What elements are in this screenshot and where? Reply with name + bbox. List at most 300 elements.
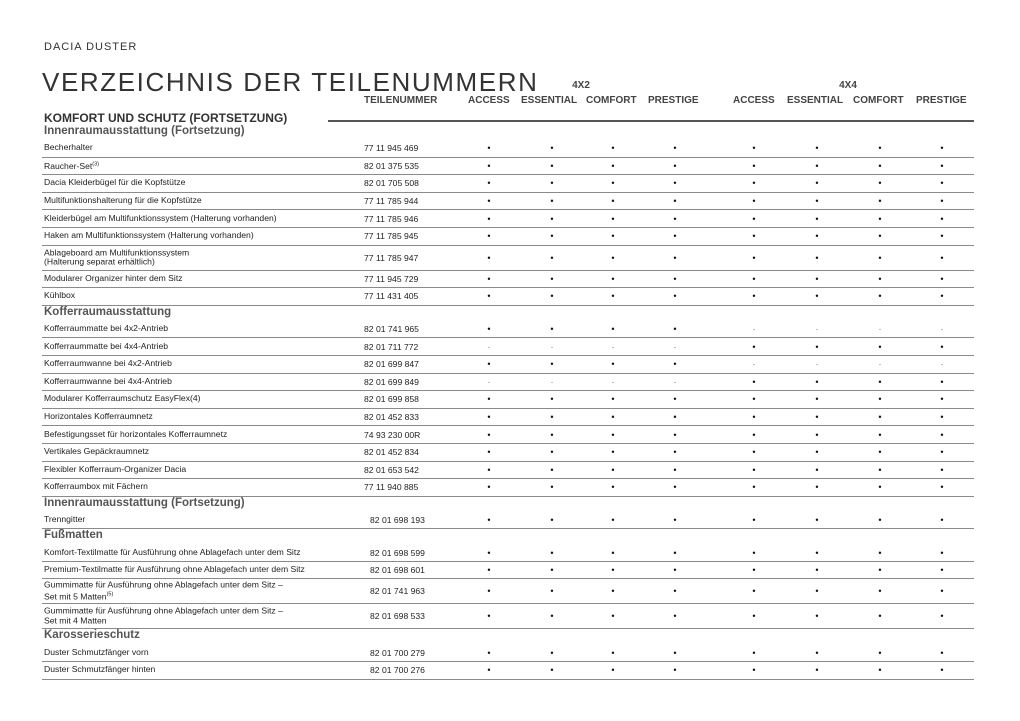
availability-dot: •: [752, 665, 756, 676]
table-row: [42, 512, 974, 530]
part-number: 82 01 375 535: [364, 160, 419, 171]
availability-dot: •: [487, 412, 491, 423]
availability-dot: •: [673, 665, 677, 676]
availability-dot: •: [611, 324, 615, 335]
page-title: VERZEICHNIS DER TEILENUMMERN: [42, 67, 539, 98]
availability-dot: •: [487, 547, 491, 558]
availability-dot: •: [815, 514, 819, 525]
availability-dot: •: [673, 647, 677, 658]
subsection-title: Innenraumausstattung (Fortsetzung): [44, 496, 245, 509]
availability-dot: •: [815, 231, 819, 242]
availability-dot: •: [611, 359, 615, 370]
availability-dot: •: [940, 647, 944, 658]
availability-dot: •: [673, 291, 677, 302]
availability-dot: •: [550, 196, 554, 207]
availability-dot: •: [673, 412, 677, 423]
column-header-4x2-essential: ESSENTIAL: [521, 95, 578, 106]
availability-dot: •: [940, 376, 944, 387]
part-description-text: Kofferraumwanne bei 4x4-Antrieb: [44, 376, 172, 387]
table-row: [42, 356, 974, 374]
table-row: [42, 391, 974, 409]
availability-dot: •: [550, 665, 554, 676]
availability-dot: •: [611, 231, 615, 242]
availability-dot: •: [673, 565, 677, 576]
availability-dot: •: [487, 273, 491, 284]
availability-dot: •: [878, 547, 882, 558]
availability-dot: •: [611, 514, 615, 525]
availability-dot: •: [487, 196, 491, 207]
table-row: [42, 321, 974, 339]
availability-dot: •: [752, 514, 756, 525]
availability-dot: •: [878, 447, 882, 458]
availability-dot: •: [611, 565, 615, 576]
availability-dot: •: [878, 273, 882, 284]
availability-dot: •: [815, 376, 819, 387]
availability-dot: •: [940, 665, 944, 676]
availability-dot: •: [673, 160, 677, 171]
availability-dot: •: [752, 196, 756, 207]
column-header-4x4-access: ACCESS: [733, 95, 775, 106]
part-description: [44, 248, 189, 267]
availability-dot: •: [673, 196, 677, 207]
column-header-4x2-comfort: COMFORT: [586, 95, 637, 106]
part-number: 77 11 945 729: [364, 273, 419, 284]
unavailable-dash: -: [487, 377, 491, 387]
availability-dot: •: [611, 429, 615, 440]
availability-dot: •: [878, 291, 882, 302]
availability-dot: •: [673, 178, 677, 189]
availability-dot: •: [815, 412, 819, 423]
availability-dot: •: [487, 178, 491, 189]
availability-dot: •: [752, 447, 756, 458]
subsection-title: Karosserieschutz: [44, 629, 140, 642]
availability-dot: •: [550, 647, 554, 658]
availability-dot: •: [611, 291, 615, 302]
availability-dot: •: [673, 611, 677, 622]
availability-dot: •: [487, 586, 491, 597]
availability-dot: •: [940, 291, 944, 302]
availability-dot: •: [940, 231, 944, 242]
availability-dot: •: [815, 482, 819, 493]
availability-dot: •: [940, 565, 944, 576]
part-number: 82 01 653 542: [364, 464, 419, 475]
availability-dot: •: [611, 611, 615, 622]
availability-dot: •: [611, 547, 615, 558]
availability-dot: •: [815, 178, 819, 189]
unavailable-dash: -: [878, 324, 882, 334]
part-number: 82 01 698 193: [370, 514, 425, 525]
group-label-4x4: 4X4: [839, 80, 857, 91]
availability-dot: •: [487, 647, 491, 658]
part-description: [44, 395, 201, 405]
part-number: 82 01 699 847: [364, 359, 419, 370]
part-description-text: Komfort-Textilmatte für Ausführung ohne Ablagefach unter dem Sitz: [44, 546, 301, 557]
part-description-text: Haken am Multifunktionssystem (Halterung vorhanden): [44, 230, 254, 241]
table-row: [42, 374, 974, 392]
table-row: [42, 562, 974, 580]
availability-dot: •: [940, 547, 944, 558]
part-description-text: Kofferraumwanne bei 4x2-Antrieb: [44, 358, 172, 369]
availability-dot: •: [550, 324, 554, 335]
unavailable-dash: -: [940, 324, 944, 334]
part-description-text: Premium-Textilmatte für Ausführung ohne Ablagefach unter dem Sitz: [44, 564, 305, 575]
part-description-text: Horizontales Kofferraumnetz: [44, 411, 153, 422]
availability-dot: •: [878, 565, 882, 576]
part-description: [44, 483, 148, 493]
part-description: [44, 430, 227, 440]
availability-dot: •: [487, 160, 491, 171]
availability-dot: •: [752, 412, 756, 423]
availability-dot: •: [487, 291, 491, 302]
availability-dot: •: [815, 586, 819, 597]
availability-dot: •: [878, 464, 882, 475]
availability-dot: •: [815, 565, 819, 576]
availability-dot: •: [940, 160, 944, 171]
availability-dot: •: [673, 213, 677, 224]
availability-dot: •: [487, 514, 491, 525]
part-description: [44, 196, 202, 206]
availability-dot: •: [940, 586, 944, 597]
unavailable-dash: -: [611, 377, 615, 387]
availability-dot: •: [940, 178, 944, 189]
availability-dot: •: [940, 514, 944, 525]
part-description-text: Dacia Kleiderbügel für die Kopfstütze: [44, 177, 186, 188]
table-row: [42, 444, 974, 462]
part-description: [44, 179, 185, 189]
availability-dot: •: [940, 273, 944, 284]
availability-dot: •: [611, 464, 615, 475]
availability-dot: •: [611, 273, 615, 284]
availability-dot: •: [752, 565, 756, 576]
table-row: [42, 426, 974, 444]
availability-dot: •: [550, 273, 554, 284]
availability-dot: •: [940, 611, 944, 622]
part-number: 82 01 452 834: [364, 447, 419, 458]
part-number: 82 01 698 533: [370, 611, 425, 622]
unavailable-dash: -: [815, 324, 819, 334]
availability-dot: •: [611, 252, 615, 263]
table-row: [42, 662, 974, 680]
availability-dot: •: [550, 565, 554, 576]
part-description: [44, 565, 305, 575]
availability-dot: •: [752, 482, 756, 493]
unavailable-dash: -: [611, 342, 615, 352]
availability-dot: •: [611, 143, 615, 154]
availability-dot: •: [878, 196, 882, 207]
availability-dot: •: [878, 160, 882, 171]
availability-dot: •: [815, 429, 819, 440]
availability-dot: •: [673, 429, 677, 440]
availability-dot: •: [878, 665, 882, 676]
availability-dot: •: [815, 291, 819, 302]
table-row: [42, 158, 974, 176]
subsection-header: [42, 306, 974, 321]
table-row: [42, 228, 974, 246]
part-number: 77 11 431 405: [364, 291, 419, 302]
part-description: [44, 648, 149, 658]
part-description: [44, 548, 301, 558]
table-row: [42, 288, 974, 306]
unavailable-dash: -: [673, 377, 677, 387]
availability-dot: •: [752, 647, 756, 658]
group-label-4x2: 4X2: [572, 80, 590, 91]
availability-dot: •: [878, 231, 882, 242]
availability-dot: •: [815, 213, 819, 224]
availability-dot: •: [611, 482, 615, 493]
availability-dot: •: [878, 252, 882, 263]
availability-dot: •: [550, 231, 554, 242]
availability-dot: •: [878, 429, 882, 440]
part-description-text: Becherhalter: [44, 142, 93, 153]
table-row: [42, 462, 974, 480]
part-description: [44, 292, 75, 302]
availability-dot: •: [752, 341, 756, 352]
subsection-title: Fußmatten: [44, 529, 103, 542]
footnote-marker: (3): [92, 161, 99, 168]
part-description: [44, 231, 254, 241]
part-description: [44, 447, 149, 457]
availability-dot: •: [815, 341, 819, 352]
availability-dot: •: [487, 324, 491, 335]
part-number: 82 01 705 508: [364, 178, 419, 189]
availability-dot: •: [752, 273, 756, 284]
availability-dot: •: [752, 429, 756, 440]
availability-dot: •: [550, 547, 554, 558]
availability-dot: •: [611, 412, 615, 423]
part-description: [44, 214, 277, 224]
column-header-4x2-access: ACCESS: [468, 95, 510, 106]
availability-dot: •: [752, 143, 756, 154]
availability-dot: •: [940, 394, 944, 405]
availability-dot: •: [550, 252, 554, 263]
availability-dot: •: [673, 324, 677, 335]
availability-dot: •: [550, 213, 554, 224]
availability-dot: •: [878, 376, 882, 387]
availability-dot: •: [673, 482, 677, 493]
availability-dot: •: [752, 376, 756, 387]
table-row: [42, 338, 974, 356]
availability-dot: •: [487, 482, 491, 493]
part-number: 74 93 230 00R: [364, 429, 421, 440]
availability-dot: •: [611, 196, 615, 207]
availability-dot: •: [487, 611, 491, 622]
part-description: [44, 666, 155, 676]
subsection-header: [42, 629, 974, 644]
part-number: 77 11 940 885: [364, 482, 419, 493]
availability-dot: •: [815, 647, 819, 658]
availability-dot: •: [550, 412, 554, 423]
availability-dot: •: [815, 143, 819, 154]
availability-dot: •: [487, 665, 491, 676]
availability-dot: •: [673, 273, 677, 284]
availability-dot: •: [815, 273, 819, 284]
availability-dot: •: [550, 611, 554, 622]
part-description-text: Kofferraummatte bei 4x2-Antrieb: [44, 323, 169, 334]
availability-dot: •: [940, 482, 944, 493]
part-number: 82 01 700 276: [370, 665, 425, 676]
availability-dot: •: [550, 447, 554, 458]
availability-dot: •: [752, 586, 756, 597]
availability-dot: •: [940, 213, 944, 224]
table-row: [42, 175, 974, 193]
availability-dot: •: [487, 464, 491, 475]
part-description-text: Gummimatte für Ausführung ohne Ablagefach unter dem Sitz – Set mit 5 Matten: [44, 579, 283, 602]
part-number: 77 11 785 945: [364, 231, 419, 242]
availability-dot: •: [752, 178, 756, 189]
unavailable-dash: -: [815, 359, 819, 369]
table-row: [42, 193, 974, 211]
availability-dot: •: [611, 178, 615, 189]
table-row: [42, 604, 974, 629]
unavailable-dash: -: [752, 324, 756, 334]
part-description: [44, 581, 283, 602]
column-header-4x4-prestige: PRESTIGE: [916, 95, 967, 106]
availability-dot: •: [940, 464, 944, 475]
availability-dot: •: [752, 291, 756, 302]
availability-dot: •: [752, 464, 756, 475]
availability-dot: •: [878, 586, 882, 597]
subsection-title: Kofferraumausstattung: [44, 305, 172, 318]
part-description-text: Befestigungsset für horizontales Kofferraumnetz: [44, 428, 228, 439]
part-description-text: Vertikales Gepäckraumnetz: [44, 446, 150, 457]
part-description-text: Multifunktionshalterung für die Kopfstütze: [44, 195, 202, 206]
availability-dot: •: [673, 394, 677, 405]
availability-dot: •: [815, 547, 819, 558]
part-description: [44, 607, 283, 626]
part-number: 77 11 785 947: [364, 252, 419, 263]
availability-dot: •: [752, 231, 756, 242]
part-number: 82 01 699 858: [364, 394, 419, 405]
availability-dot: •: [752, 394, 756, 405]
availability-dot: •: [673, 447, 677, 458]
part-description: [44, 324, 168, 334]
availability-dot: •: [487, 429, 491, 440]
availability-dot: •: [550, 429, 554, 440]
availability-dot: •: [878, 143, 882, 154]
part-number: 77 11 945 469: [364, 143, 419, 154]
availability-dot: •: [550, 394, 554, 405]
part-description: [44, 515, 85, 525]
availability-dot: •: [550, 160, 554, 171]
availability-dot: •: [673, 586, 677, 597]
availability-dot: •: [611, 160, 615, 171]
availability-dot: •: [550, 514, 554, 525]
availability-dot: •: [487, 565, 491, 576]
part-description: [44, 377, 172, 387]
section-divider: [328, 120, 974, 122]
availability-dot: •: [673, 514, 677, 525]
subsection-header: [42, 125, 974, 140]
availability-dot: •: [815, 252, 819, 263]
table-row: [42, 544, 974, 562]
column-header-4x4-comfort: COMFORT: [853, 95, 904, 106]
part-description-text: Trenngitter: [44, 514, 86, 525]
availability-dot: •: [878, 394, 882, 405]
availability-dot: •: [878, 647, 882, 658]
availability-dot: •: [550, 586, 554, 597]
availability-dot: •: [878, 514, 882, 525]
availability-dot: •: [815, 447, 819, 458]
part-description-text: Ablageboard am Multifunktionssystem (Halterung separat erhältlich): [44, 246, 190, 267]
part-number: 82 01 741 965: [364, 324, 419, 335]
availability-dot: •: [673, 231, 677, 242]
column-header-4x4-essential: ESSENTIAL: [787, 95, 844, 106]
part-description-text: Duster Schmutzfänger vorn: [44, 646, 149, 657]
availability-dot: •: [487, 143, 491, 154]
section-title: KOMFORT UND SCHUTZ (FORTSETZUNG): [44, 111, 288, 125]
table-row: [42, 140, 974, 158]
availability-dot: •: [940, 252, 944, 263]
part-description-text: Kofferraumbox mit Fächern: [44, 481, 148, 492]
availability-dot: •: [815, 665, 819, 676]
table-row: [42, 210, 974, 228]
availability-dot: •: [752, 611, 756, 622]
table-row: [42, 644, 974, 662]
availability-dot: •: [878, 412, 882, 423]
availability-dot: •: [878, 178, 882, 189]
part-description-text: Modularer Kofferraumschutz EasyFlex(4): [44, 393, 201, 404]
part-number: 77 11 785 946: [364, 213, 419, 224]
availability-dot: •: [487, 359, 491, 370]
availability-dot: •: [815, 464, 819, 475]
part-description-text: Raucher-Set: [44, 161, 93, 172]
availability-dot: •: [752, 252, 756, 263]
part-description: [44, 465, 186, 475]
part-description: [44, 359, 172, 369]
subsection-title: Innenraumausstattung (Fortsetzung): [44, 125, 245, 137]
availability-dot: •: [550, 291, 554, 302]
table-row: [42, 409, 974, 427]
availability-dot: •: [611, 447, 615, 458]
subsection-header: [42, 497, 974, 512]
part-number: 82 01 698 601: [370, 565, 425, 576]
part-number: 82 01 698 599: [370, 547, 425, 558]
availability-dot: •: [815, 394, 819, 405]
availability-dot: •: [487, 213, 491, 224]
part-number: 82 01 741 963: [370, 586, 425, 597]
part-description: [44, 144, 93, 154]
availability-dot: •: [487, 394, 491, 405]
unavailable-dash: -: [550, 342, 554, 352]
availability-dot: •: [611, 586, 615, 597]
availability-dot: •: [611, 665, 615, 676]
part-number: 82 01 452 833: [364, 412, 419, 423]
availability-dot: •: [815, 196, 819, 207]
part-description: [44, 342, 168, 352]
part-number: 82 01 700 279: [370, 647, 425, 658]
availability-dot: •: [878, 611, 882, 622]
part-description-text: Duster Schmutzfänger hinten: [44, 664, 156, 675]
availability-dot: •: [611, 394, 615, 405]
subsection-header: [42, 529, 974, 544]
part-description: [44, 160, 99, 171]
availability-dot: •: [487, 252, 491, 263]
availability-dot: •: [550, 482, 554, 493]
availability-dot: •: [752, 213, 756, 224]
availability-dot: •: [878, 213, 882, 224]
availability-dot: •: [673, 547, 677, 558]
availability-dot: •: [752, 547, 756, 558]
availability-dot: •: [940, 341, 944, 352]
unavailable-dash: -: [878, 359, 882, 369]
availability-dot: •: [611, 647, 615, 658]
part-description-text: Kühlbox: [44, 290, 76, 301]
availability-dot: •: [487, 231, 491, 242]
footnote-marker: (5): [106, 591, 114, 598]
availability-dot: •: [815, 611, 819, 622]
availability-dot: •: [673, 143, 677, 154]
unavailable-dash: -: [752, 359, 756, 369]
